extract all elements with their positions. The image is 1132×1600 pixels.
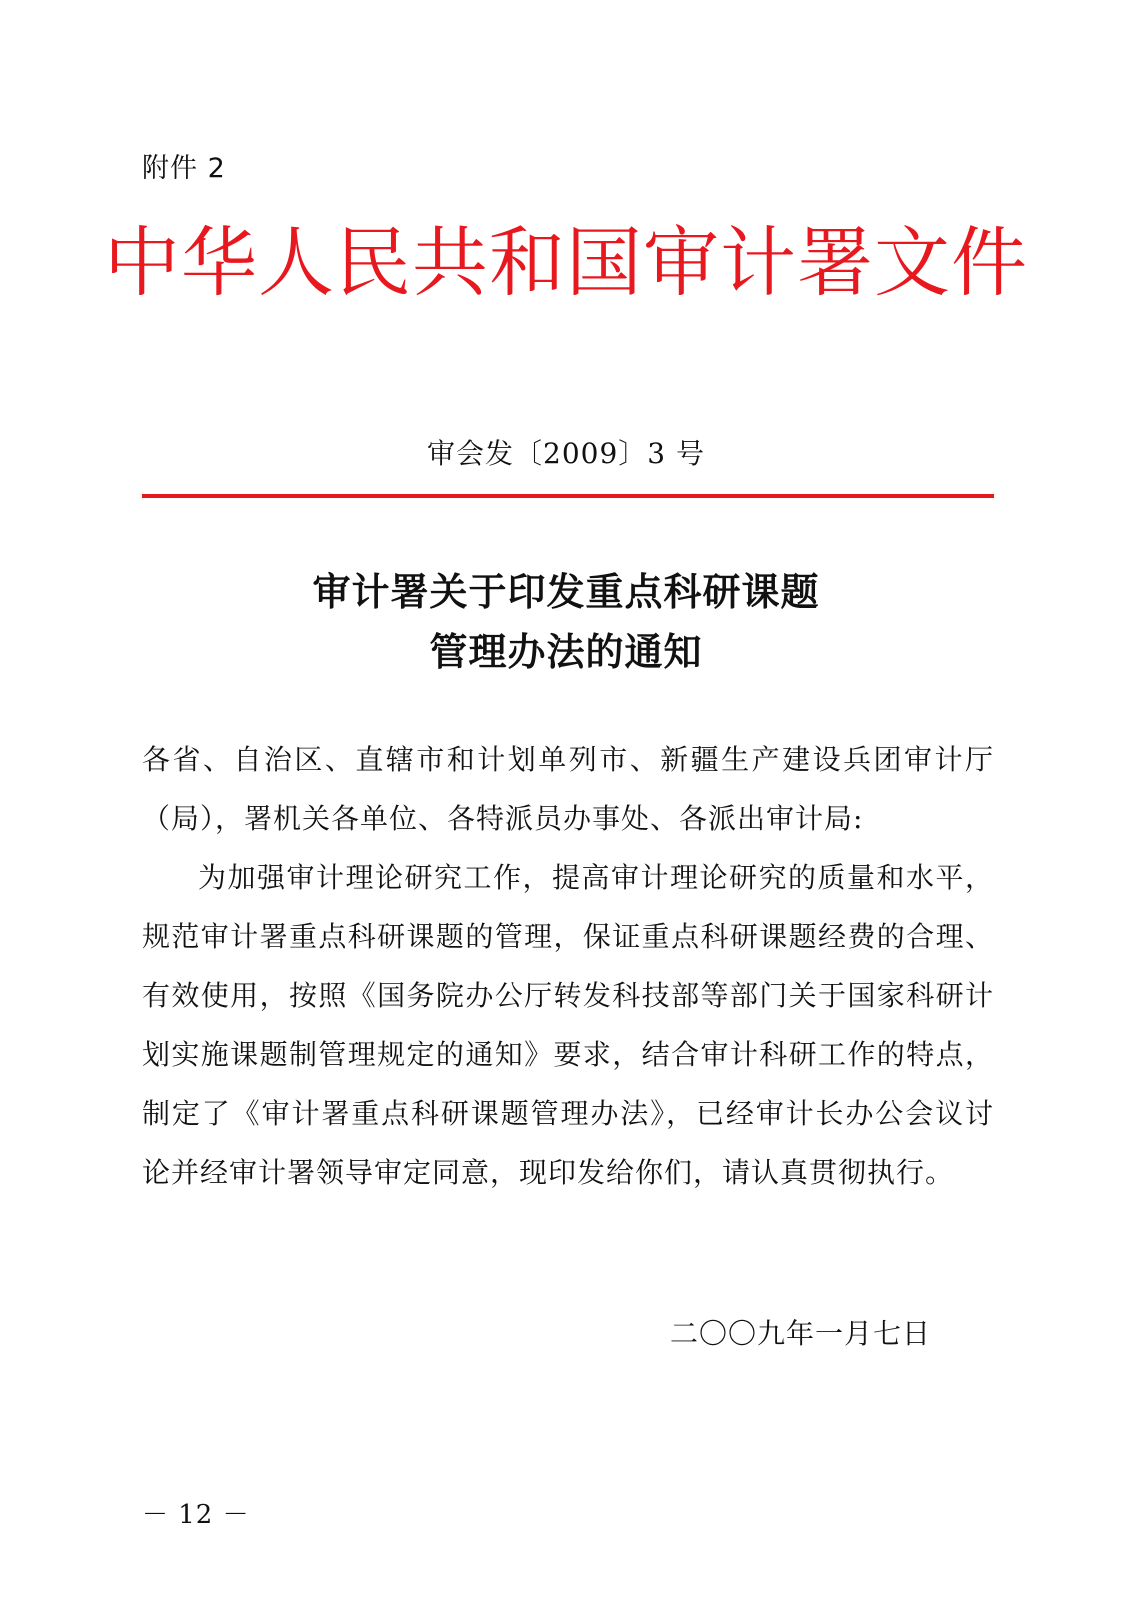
recipients-paragraph: 各省、自治区、直辖市和计划单列市、新疆生产建设兵团审计厅（局），署机关各单位、各特派员办事处、各派出审计局: xyxy=(142,743,994,835)
document-body xyxy=(142,730,994,1202)
attachment-label: 附件 2 xyxy=(142,153,226,184)
document-masthead: 中华人民共和国审计署文件 xyxy=(104,218,1028,307)
red-divider-line xyxy=(142,494,994,498)
page-number: － 12 － xyxy=(142,1500,250,1530)
title-line-1: 审计署关于印发重点科研课题 xyxy=(312,569,820,614)
issue-date: 二〇〇九年一月七日 xyxy=(670,1317,932,1350)
body-paragraph: 为加强审计理论研究工作，提高审计理论研究的质量和水平，规范审计署重点科研课题的管理，保证重点科研课题经费的合理、有效使用，按照《国务院办公厅转发科技部等部门关于国家科研计划实施课题制管理规定的通知》要求，结合审计科研工作的特点，制定了《审计署重点科研课题管理办法》，已经审计长办公会议讨论并经审计署领导审定同意，现印发给你们，请认真贯彻执行。 xyxy=(142,861,994,1189)
document-number: 审会发〔2009〕3 号 xyxy=(427,437,705,470)
title-line-2: 管理办法的通知 xyxy=(429,629,703,674)
document-title xyxy=(0,562,1132,682)
